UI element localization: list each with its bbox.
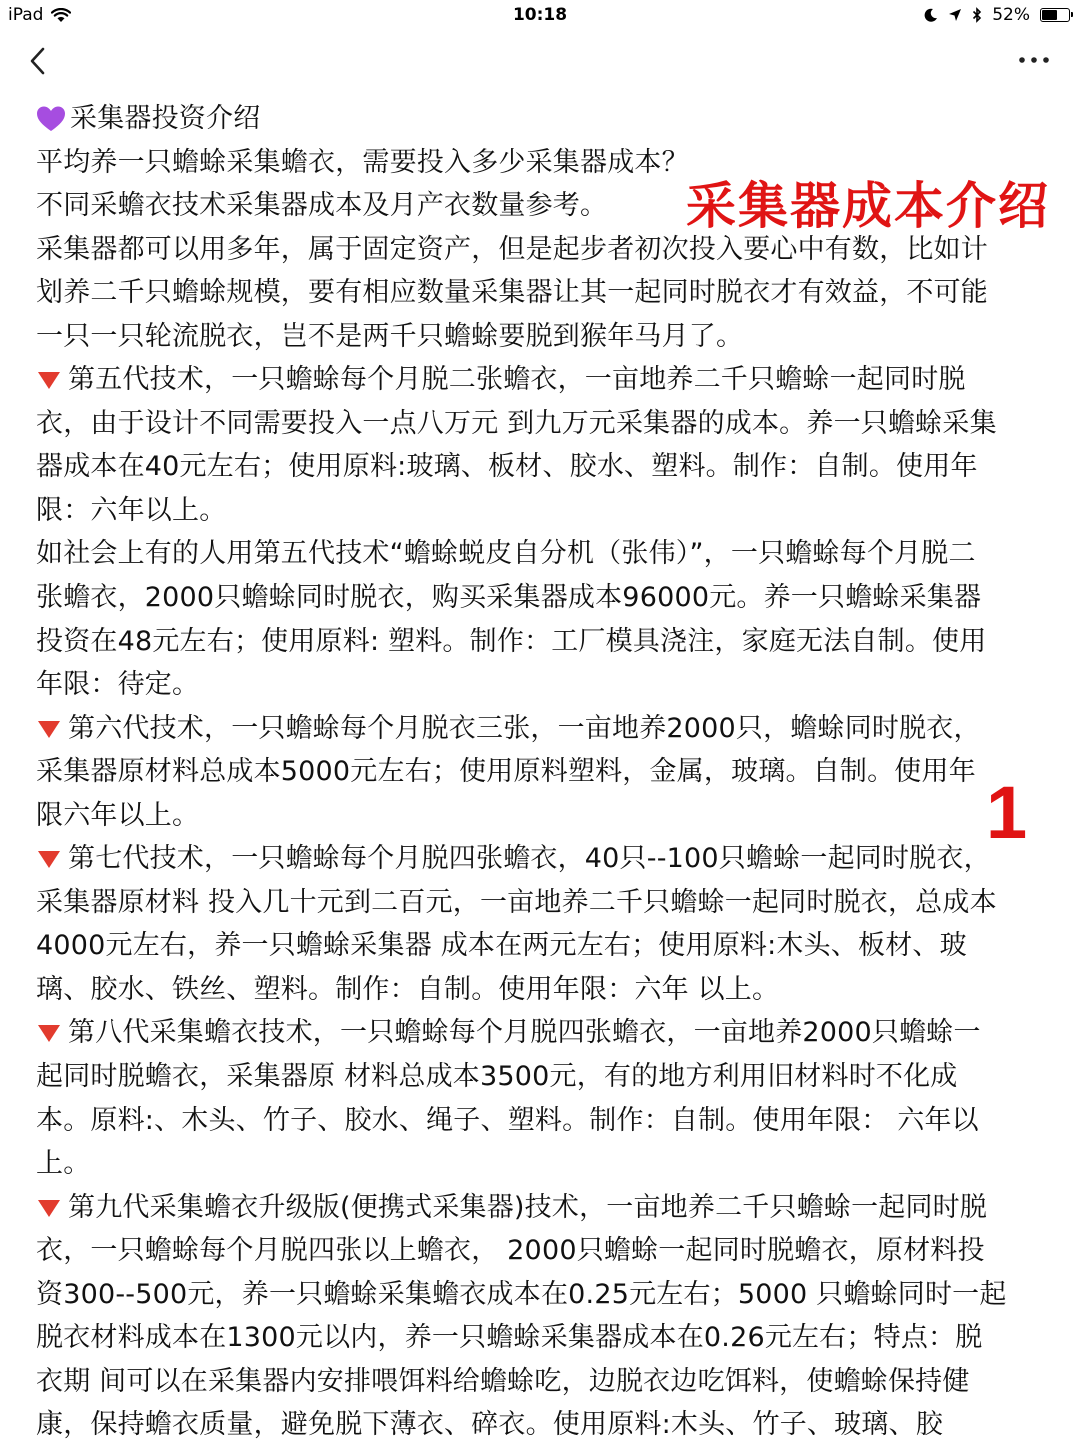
device-name: iPad bbox=[8, 5, 44, 25]
red-triangle-down-icon bbox=[36, 1198, 62, 1218]
text-line: 年限：待定。 bbox=[36, 669, 200, 701]
purple-heart-icon bbox=[36, 105, 66, 133]
text-line: 平均养一只蟾蜍采集蟾衣，需要投入多少采集器成本？ bbox=[36, 146, 689, 178]
bullet-line bbox=[36, 358, 1056, 402]
bluetooth-icon bbox=[972, 7, 982, 23]
more-button[interactable] bbox=[1016, 48, 1052, 72]
bullet-line bbox=[36, 1011, 1056, 1055]
text-line: 张蟾衣，2000只蟾蜍同时脱衣，购买采集器成本96000元。养一只蟾蜍采集器 bbox=[36, 582, 982, 614]
red-triangle-down-icon bbox=[36, 370, 62, 390]
text-line: 限六年以上。 bbox=[36, 799, 200, 831]
overlay-title: 采集器成本介绍 bbox=[686, 177, 1050, 235]
heading-text: 采集器投资介绍 bbox=[70, 103, 261, 134]
article-body bbox=[36, 97, 1056, 1447]
red-triangle-down-icon bbox=[36, 849, 62, 869]
section-heading bbox=[36, 97, 1056, 141]
battery-percent: 52% bbox=[992, 5, 1030, 25]
text-line: 康，保持蟾衣质量，避免脱下薄衣、碎衣。使用原料:木头、竹子、玻璃、胶 bbox=[36, 1409, 943, 1441]
text-line: 采集器原材料总成本5000元左右；使用原料塑料，金属，玻璃。自制。使用年 bbox=[36, 756, 976, 788]
text-line: 限：六年以上。 bbox=[36, 494, 227, 526]
clock: 10:18 bbox=[512, 5, 568, 25]
text-line: 划养二千只蟾蜍规模，要有相应数量采集器让其一起同时脱衣才有效益，不可能 bbox=[36, 277, 988, 309]
text-line: 如社会上有的人用第五代技术“蟾蜍蜕皮自分机（张伟）”，一只蟾蜍每个月脱二 bbox=[36, 538, 976, 570]
text-line: 起同时脱蟾衣，采集器原 材料总成本3500元，有的地方利用旧材料时不化成 bbox=[36, 1061, 958, 1093]
text-line: 4000元左右，养一只蟾蜍采集器 成本在两元左右；使用原料:木头、板材、玻 bbox=[36, 930, 967, 962]
battery-icon bbox=[1040, 8, 1070, 22]
bullet-text: 第七代技术，一只蟾蜍每个月脱四张蟾衣，40只--100只蟾蜍一起同时脱衣， bbox=[68, 843, 991, 875]
text-line: 璃、胶水、铁丝、塑料。制作：自制。使用年限：六年 以上。 bbox=[36, 973, 780, 1005]
text-line: 资300--500元，养一只蟾蜍采集蟾衣成本在0.25元左右；5000 只蟾蜍同时一起 bbox=[36, 1278, 1007, 1310]
moon-icon bbox=[924, 8, 938, 22]
location-arrow-icon bbox=[948, 8, 962, 22]
chevron-left-icon bbox=[24, 44, 54, 78]
overlay-page-number: 1 bbox=[986, 771, 1028, 854]
text-line: 不同采蟾衣技术采集器成本及月产衣数量参考。 bbox=[36, 190, 608, 222]
text-line: 脱衣材料成本在1300元以内，养一只蟾蜍采集器成本在0.26元左右；特点：脱 bbox=[36, 1322, 983, 1354]
text-line: 采集器原材料 投入几十元到二百元，一亩地养二千只蟾蜍一起同时脱衣，总成本 bbox=[36, 886, 997, 918]
status-right bbox=[924, 5, 1070, 25]
bullet-line bbox=[36, 837, 1056, 881]
text-line: 衣期 间可以在采集器内安排喂饵料给蟾蜍吃，边脱衣边吃饵料，使蟾蜍保持健 bbox=[36, 1365, 970, 1397]
bullet-line bbox=[36, 707, 1056, 751]
ellipsis-icon bbox=[1016, 48, 1052, 72]
text-line: 衣，一只蟾蜍每个月脱四张以上蟾衣， 2000只蟾蜍一起同时脱蟾衣，原材料投 bbox=[36, 1235, 985, 1267]
red-triangle-down-icon bbox=[36, 719, 62, 739]
battery-level bbox=[1042, 10, 1057, 20]
bullet-line bbox=[36, 1186, 1056, 1230]
back-button[interactable] bbox=[24, 44, 54, 78]
text-line: 投资在48元左右；使用原料: 塑料。制作：工厂模具浇注，家庭无法自制。使用 bbox=[36, 625, 987, 657]
bullet-text: 第五代技术，一只蟾蜍每个月脱二张蟾衣，一亩地养二千只蟾蜍一起同时脱 bbox=[68, 364, 966, 396]
text-line: 采集器都可以用多年，属于固定资产，但是起步者初次投入要心中有数，比如计 bbox=[36, 233, 988, 265]
bullet-text: 第八代采集蟾衣技术，一只蟾蜍每个月脱四张蟾衣，一亩地养2000只蟾蜍一 bbox=[68, 1017, 981, 1049]
bullet-text: 第九代采集蟾衣升级版(便携式采集器)技术，一亩地养二千只蟾蜍一起同时脱 bbox=[68, 1191, 988, 1223]
red-triangle-down-icon bbox=[36, 1023, 62, 1043]
text-line: 器成本在40元左右；使用原料:玻璃、板材、胶水、塑料。制作：自制。使用年 bbox=[36, 451, 978, 483]
bullet-text: 第六代技术，一只蟾蜍每个月脱衣三张，一亩地养2000只，蟾蜍同时脱衣， bbox=[68, 712, 981, 744]
text-line: 上。 bbox=[36, 1148, 91, 1180]
text-line: 衣，由于设计不同需要投入一点八万元 到九万元采集器的成本。养一只蟾蜍采集 bbox=[36, 407, 997, 439]
text-line: 一只一只轮流脱衣，岂不是两千只蟾蜍要脱到猴年马月了。 bbox=[36, 320, 744, 352]
text-line: 本。原料:、木头、竹子、胶水、绳子、塑料。制作：自制。使用年限： 六年以 bbox=[36, 1104, 979, 1136]
nav-bar bbox=[0, 36, 1080, 86]
status-bar bbox=[0, 0, 1080, 30]
